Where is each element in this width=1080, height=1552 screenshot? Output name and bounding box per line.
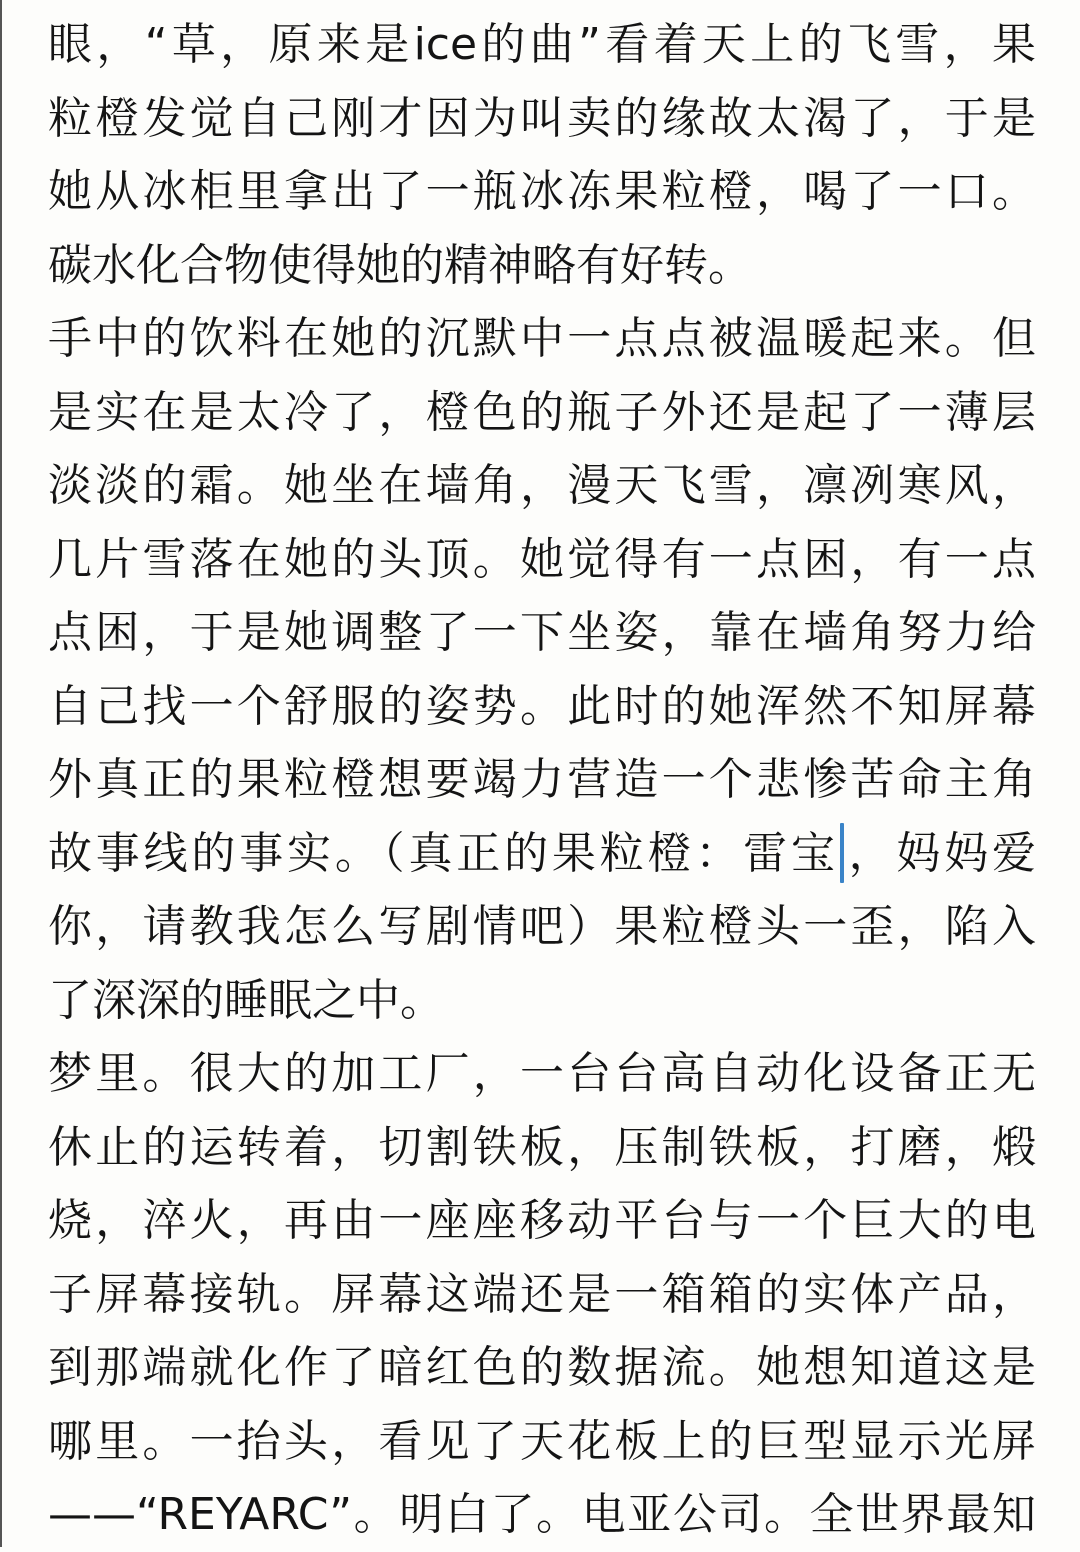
text-line	[48, 1405, 1036, 1479]
line-text: 外真正的果粒橙想要竭力营造一个悲惨苦命主角	[48, 754, 1036, 805]
line-text: 故事线的事实。（真正的果粒橙：雷宝	[48, 827, 839, 879]
text-line	[48, 890, 1036, 964]
text-line	[48, 1184, 1036, 1258]
text-line	[48, 1111, 1036, 1185]
text-line	[48, 1331, 1036, 1405]
line-text: 子屏幕接轨。屏幕这端还是一箱箱的实体产品，	[48, 1268, 1036, 1320]
line-text: 手中的饮料在她的沉默中一点点被温暖起来。但	[48, 313, 1036, 364]
line-text: 淡淡的霜。她坐在墙角，漫天飞雪，凛冽寒风，	[48, 460, 1036, 511]
line-text: 梦里。很大的加工厂，一台台高自动化设备正无	[48, 1048, 1036, 1099]
line-text: 眼，“草，原来是ice的曲”看着天上的飞雪，果	[48, 19, 1036, 70]
line-text: 休止的运转着，切割铁板，压制铁板，打磨，煅	[48, 1121, 1036, 1173]
page-edge-line	[0, 0, 2, 1547]
text-line	[48, 155, 1036, 229]
text-line	[48, 376, 1036, 450]
line-text: 自己找一个舒服的姿势。此时的她浑然不知屏幕	[48, 680, 1036, 732]
line-text: 你，请教我怎么写剧情吧）果粒橙头一歪，陷入	[48, 901, 1036, 952]
line-text: 是实在是太冷了，橙色的瓶子外还是起了一薄层	[48, 386, 1036, 438]
line-text: 她从冰柜里拿出了一瓶冰冻果粒橙，喝了一口。	[48, 166, 1036, 217]
text-line	[48, 8, 1036, 82]
text-line	[48, 964, 1036, 1038]
text-line	[48, 1037, 1036, 1111]
line-text: ——“REYARC”。明白了。电亚公司。全世界最知	[48, 1489, 1036, 1540]
text-line	[48, 523, 1036, 597]
text-line	[48, 302, 1036, 376]
text-line	[48, 670, 1036, 744]
text-line	[48, 449, 1036, 523]
text-line	[48, 1258, 1036, 1332]
text-line	[48, 1478, 1036, 1552]
text-line	[48, 817, 1036, 891]
line-text: 了深深的睡眠之中。	[48, 974, 444, 1026]
line-text: 烧，淬火，再由一座座移动平台与一个巨大的电	[48, 1195, 1036, 1246]
text-line	[48, 596, 1036, 670]
line-text: 点困，于是她调整了一下坐姿，靠在墙角努力给	[48, 607, 1036, 658]
text-line	[48, 229, 1036, 303]
line-text: ，妈妈爱	[844, 827, 1037, 879]
line-text: 哪里。一抬头，看见了天花板上的巨型显示光屏	[48, 1415, 1036, 1467]
line-text: 几片雪落在她的头顶。她觉得有一点困，有一点	[48, 533, 1036, 585]
text-line	[48, 82, 1036, 156]
line-text: 到那端就化作了暗红色的数据流。她想知道这是	[48, 1342, 1036, 1393]
text-cursor	[840, 823, 844, 883]
line-text: 碳水化合物使得她的精神略有好转。	[48, 239, 752, 291]
line-text: 粒橙发觉自己刚才因为叫卖的缘故太渴了，于是	[48, 92, 1036, 144]
text-line	[48, 743, 1036, 817]
novel-text[interactable]	[48, 8, 1036, 1552]
